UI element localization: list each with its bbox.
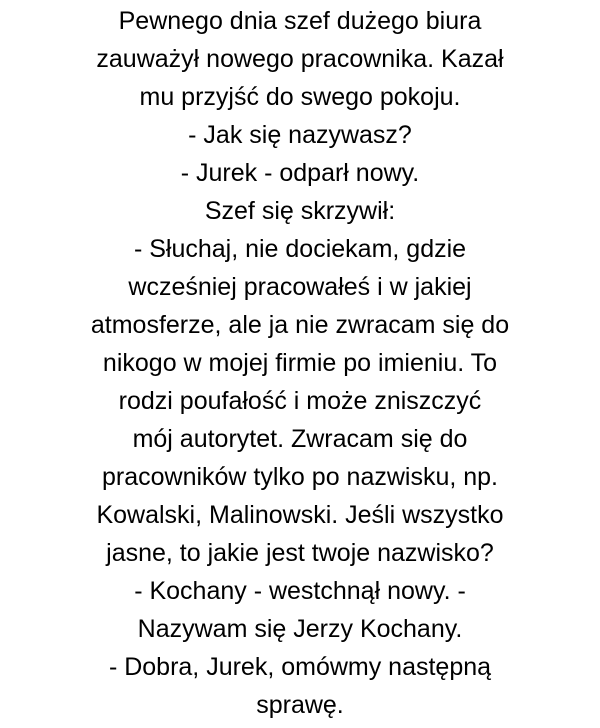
joke-line: - Dobra, Jurek, omówmy następną: [108, 653, 492, 681]
joke-line: Szef się skrzywił:: [204, 197, 396, 225]
joke-line: Pewnego dnia szef dużego biura: [118, 7, 482, 35]
joke-line: nikogo w mojej firmie po imieniu. To: [102, 349, 498, 377]
joke-line: wcześniej pracowałeś i w jakiej: [128, 273, 472, 301]
joke-line: rodzi poufałość i może zniszczyć: [118, 387, 482, 415]
joke-line: - Kochany - westchnął nowy. -: [134, 577, 466, 605]
joke-line: mu przyjść do swego pokoju.: [139, 83, 461, 111]
joke-line: - Jak się nazywasz?: [188, 121, 412, 149]
joke-line: jasne, to jakie jest twoje nazwisko?: [106, 539, 494, 567]
joke-line: Kowalski, Malinowski. Jeśli wszystko: [96, 501, 504, 529]
joke-line: - Jurek - odparł nowy.: [180, 159, 420, 187]
joke-text: [0, 2, 600, 724]
joke-line: pracowników tylko po nazwisku, np.: [101, 463, 499, 491]
joke-line: zauważył nowego pracownika. Kazał: [96, 45, 504, 73]
joke-line: sprawę.: [256, 691, 344, 719]
joke-line: atmosferze, ale ja nie zwracam się do: [90, 311, 510, 339]
joke-line: mój autorytet. Zwracam się do: [132, 425, 468, 453]
joke-line: Nazywam się Jerzy Kochany.: [137, 615, 463, 643]
joke-line: - Słuchaj, nie dociekam, gdzie: [133, 235, 467, 263]
